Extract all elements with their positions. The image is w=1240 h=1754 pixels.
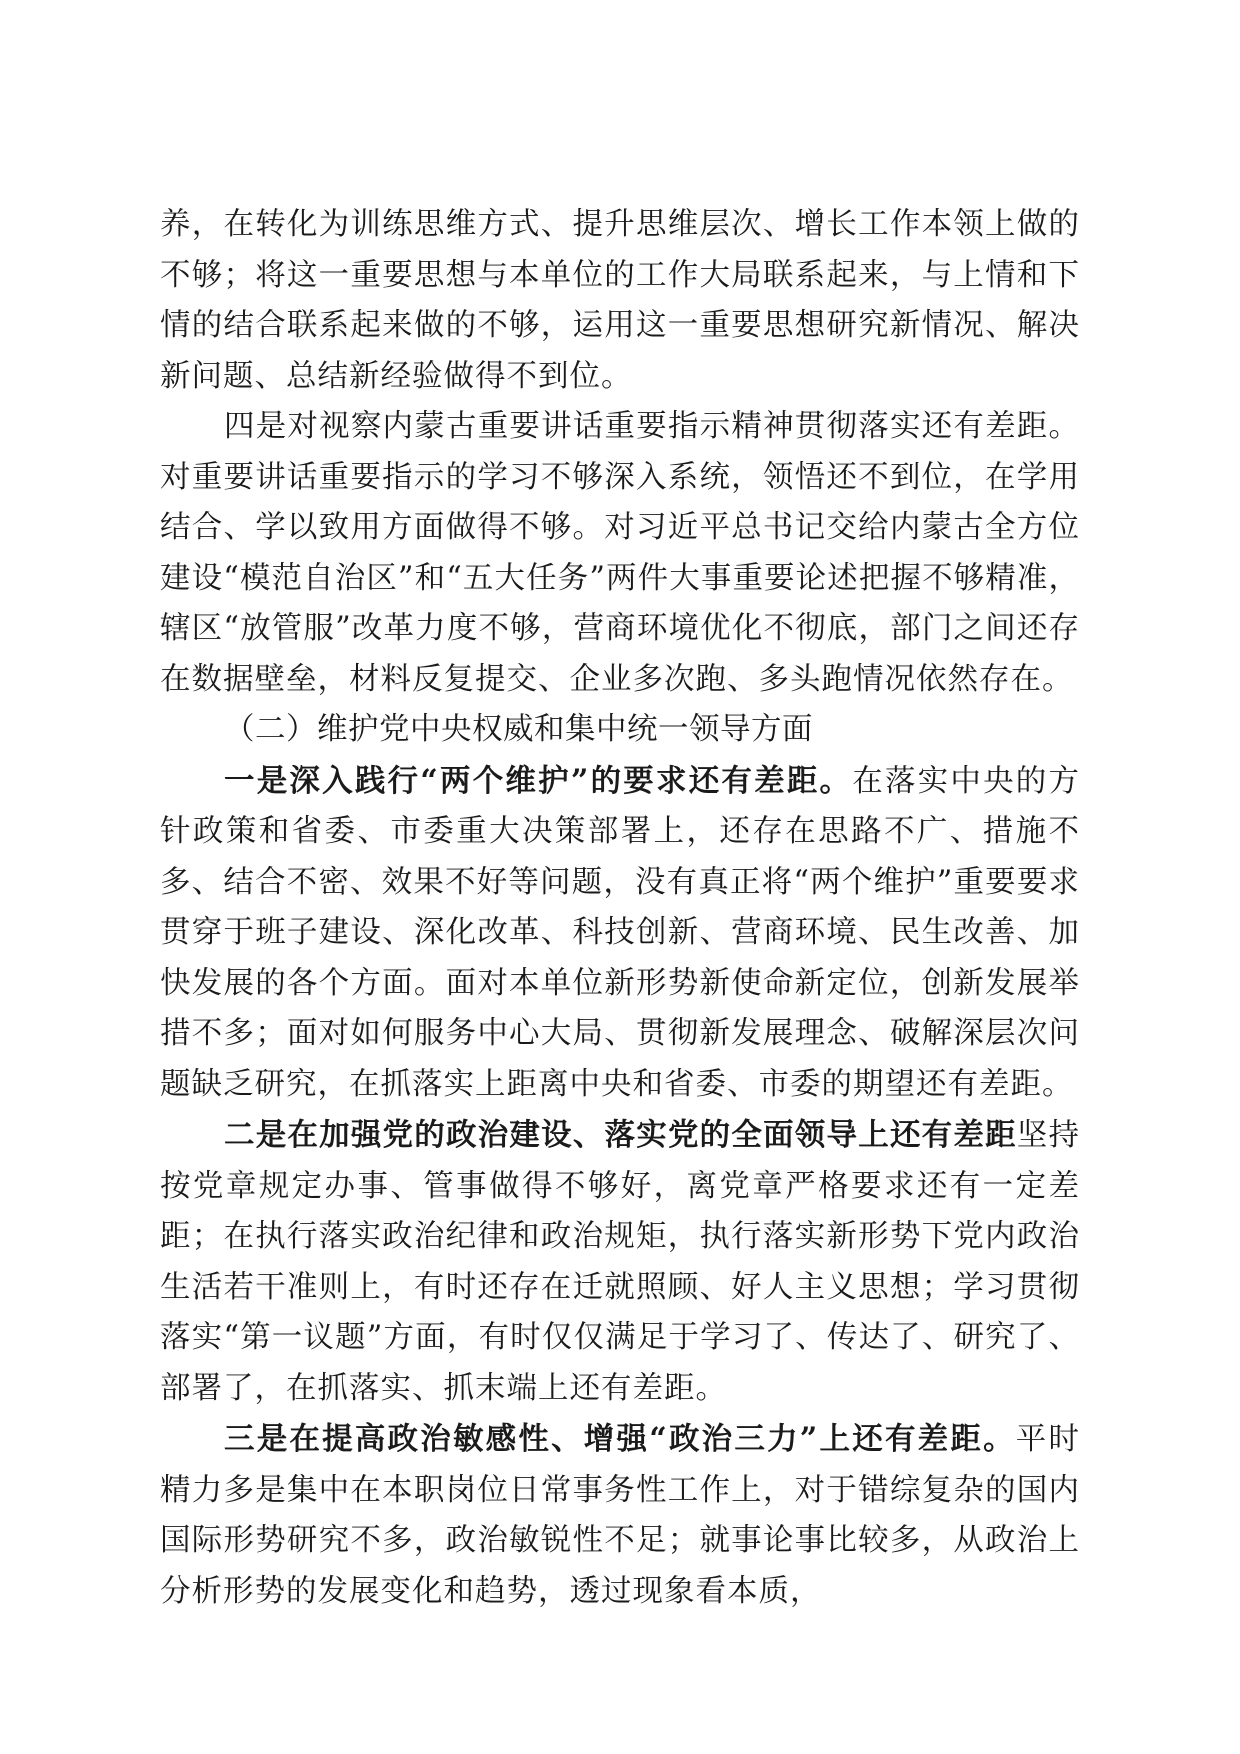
document-page — [160, 200, 1080, 1617]
point-one-title: 一是深入践行“两个维护”的要求还有差距。 — [224, 762, 853, 799]
point-two-title: 二是在加强党的政治建设、落实党的全面领导上还有差距 — [224, 1117, 1017, 1153]
paragraph-point-one — [160, 756, 1080, 1111]
section-heading: （二）维护党中央权威和集中统一领导方面 — [224, 712, 813, 747]
point-three-body: 平时精力多是集中在本职岗位日常事务性工作上，对于错综复杂的国内国际形势研究不多，政治敏锐性不足；就事论事比较多，从政治上分析形势的发展变化和趋势，透过现象看本质， — [160, 1422, 1081, 1609]
paragraph-point-three — [160, 1414, 1080, 1617]
point-three-title: 三是在提高政治敏感性、增强“政治三力”上还有差距。 — [224, 1421, 1016, 1457]
point-two-body: 坚持按党章规定办事、管事做得不够好，离党章严格要求还有一定差距；在执行落实政治纪律和政治规矩，执行落实新形势下党内政治生活若干准则上，有时还存在迁就照顾、好人主义思想；学习贯彻落实“第一议题”方面，有时仅仅满足于学习了、传达了、研究了、部署了，在抓落实、抓末端上还有差距。 — [160, 1118, 1081, 1406]
paragraph-point-two — [160, 1110, 1080, 1414]
paragraph-point-four: 四是对视察内蒙古重要讲话重要指示精神贯彻落实还有差距。对重要讲话重要指示的学习不够深入系统，领悟还不到位，在学用结合、学以致用方面做得不够。对习近平总书记交给内蒙古全方位建设“模范自治区”和“五大任务”两件大事重要论述把握不够精准，辖区“放管服”改革力度不够，营商环境优化不彻底，部门之间还存在数据壁垒，材料反复提交、企业多次跑、多头跑情况依然存在。 — [160, 409, 1080, 697]
point-one-body: 在落实中央的方针政策和省委、市委重大决策部署上，还存在思路不广、措施不多、结合不密、效果不好等问题，没有真正将“两个维护”重要要求贯穿于班子建设、深化改革、科技创新、营商环境、民生改善、加快发展的各个方面。面对本单位新形势新使命新定位，创新发展举措不多；面对如何服务中心大局、贯彻新发展理念、破解深层次问题缺乏研究，在抓落实上距离中央和省委、市委的期望还有差距。 — [160, 763, 1080, 1102]
paragraph-continuation: 养，在转化为训练思维方式、提升思维层次、增长工作本领上做的不够；将这一重要思想与本单位的工作大局联系起来，与上情和下情的结合联系起来做的不够，运用这一重要思想研究新情况、解决新问题、总结新经验做得不到位。 — [160, 207, 1080, 394]
